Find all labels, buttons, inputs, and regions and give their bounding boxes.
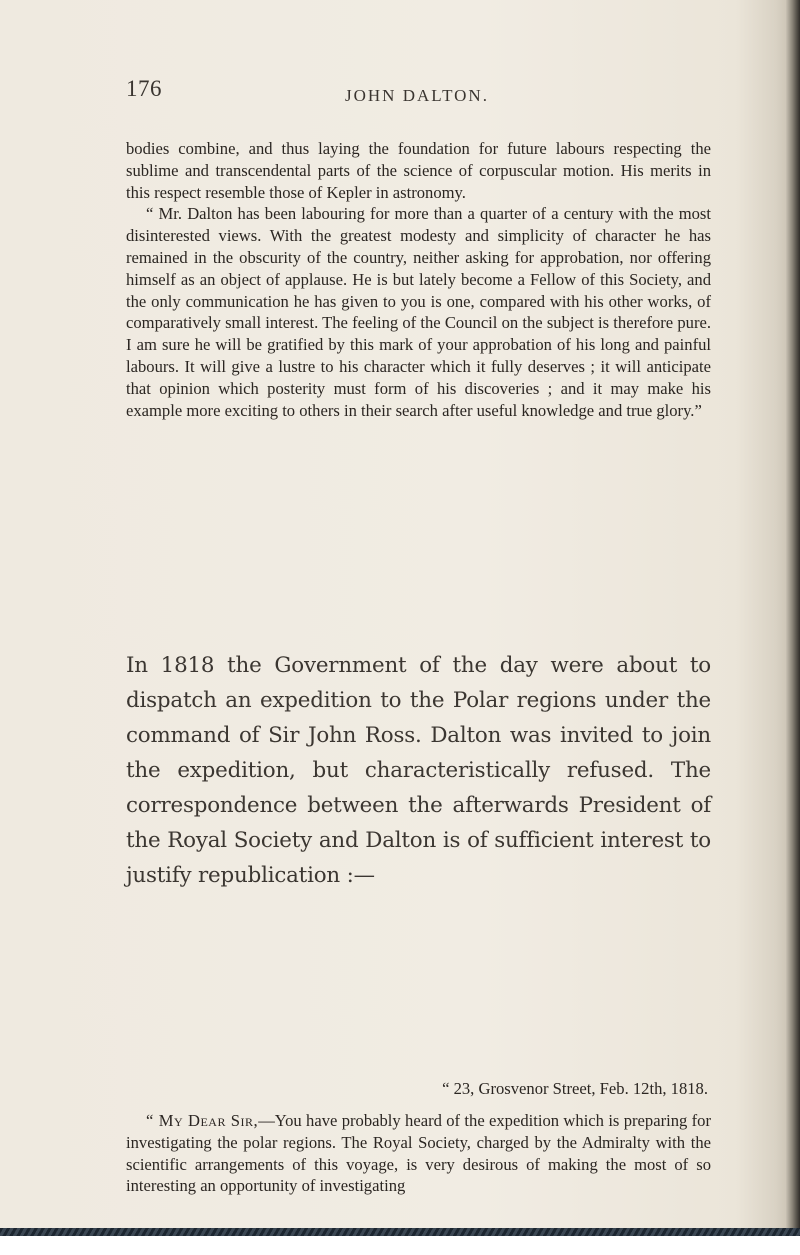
page-number: 176: [126, 76, 162, 101]
running-head: JOHN DALTON.: [345, 86, 489, 105]
main-text: [126, 648, 711, 893]
letter: [126, 1110, 711, 1197]
scan-bottom-edge: [0, 1228, 800, 1255]
letter-date-line: “ 23, Grosvenor Street, Feb. 12th, 1818.: [442, 1079, 708, 1098]
quote-paragraph-1: bodies combine, and thus laying the foundation for future labours respecting the sublime and transcendental parts of the science of corpuscular motion. His merits in this respect resemble those of Kepler in astronomy.: [126, 139, 711, 202]
letter-body-paragraph: [126, 1110, 711, 1197]
quoted-speech: [126, 138, 711, 421]
letter-salutation: “ My Dear Sir,: [146, 1111, 259, 1130]
quote-paragraph-2: “ Mr. Dalton has been labouring for more than a quarter of a century with the most disinterested views. With the greatest modesty and simplicity of character he has remained in the obscurity of the country, neither asking for approbation, nor offering himself as an object of applause. He is but lately become a Fellow of this Society, and the only communication he has given to you is one, compared with his other works, of comparatively small interest. The feeling of the Council on the subject is therefore pure. I am sure he will be gratified by this mark of your approbation of his long and painful labours. It will give a lustre to his character which it fully deserves ; it will anticipate that opinion which posterity must form of his discoveries ; and it may make his example more exciting to others in their search after useful knowledge and true glory.”: [126, 204, 711, 420]
letter-body: —You have probably heard of the expedition which is preparing for investigating the polar regions. The Royal Society, charged by the Admiralty with the scientific arrangements of this voyage, is very desirous of making the most of so interesting an opportunity of investigating: [126, 1111, 712, 1196]
page-edge-shadow: [786, 0, 800, 1255]
main-paragraph: In 1818 the Government of the day were about to dispatch an expedition to the Polar regions under the command of Sir John Ross. Dalton was invited to join the expedition, but characteristically refused. The correspondence between the afterwards President of the Royal Society and Dalton is of sufficient interest to justify republication :—: [126, 653, 711, 888]
